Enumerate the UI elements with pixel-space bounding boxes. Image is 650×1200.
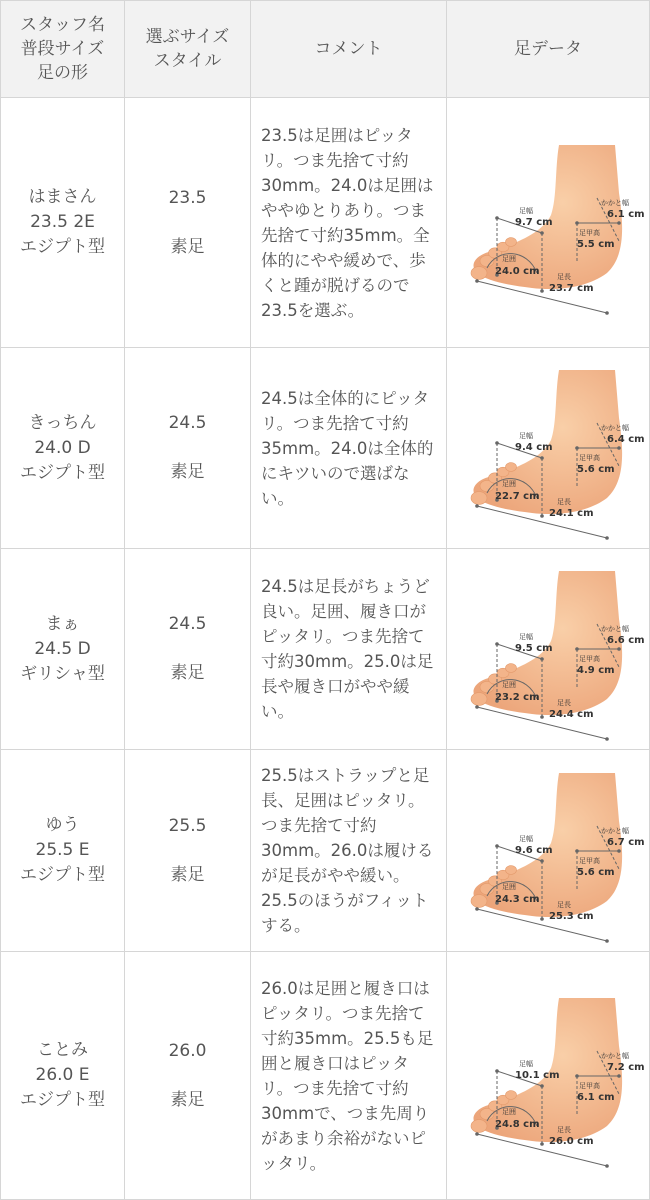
staff-name: きっちん <box>28 412 97 433</box>
ball-width-label: 足幅 <box>519 1059 533 1068</box>
foot-shape: エジプト型 <box>20 865 105 885</box>
foot-diagram <box>447 751 647 951</box>
staff-name: まぁ <box>45 613 80 634</box>
foot-shape: エジプト型 <box>20 462 105 483</box>
header-staff <box>1 1 125 98</box>
table-row <box>1 750 650 952</box>
length-label: 足長 <box>557 272 571 281</box>
length-label: 足長 <box>557 699 571 707</box>
wear-style: 素足 <box>170 462 205 482</box>
girth-value: 24.8 cm <box>495 1118 540 1130</box>
header-foot-data: 足データ <box>447 1 650 98</box>
instep-value: 5.6 cm <box>577 464 615 475</box>
heel-width-value: 6.6 cm <box>607 635 645 646</box>
ball-width-value: 9.6 cm <box>515 844 553 856</box>
chosen-size: 24.5 <box>168 413 207 433</box>
foot-data-cell <box>447 549 650 750</box>
length-label: 足長 <box>557 900 571 909</box>
comment-cell: 26.0は足囲と履き口はピッタリ。つま先捨て寸約35mm。25.5も足囲と履き口はピッタリ。つま先捨て寸約30mmで、つま先周りがあまり余裕がないピッタリ。 <box>251 952 447 1200</box>
comment-cell: 24.5は全体的にピッタリ。つま先捨て寸約35mm。24.0は全体的にキツいので選ばない。 <box>251 348 447 549</box>
toe-shape <box>471 894 487 907</box>
usual-size: 25.5 E <box>35 840 90 860</box>
girth-label: 足囲 <box>502 1107 516 1116</box>
wear-style: 素足 <box>170 864 205 885</box>
foot-data-cell <box>447 98 650 348</box>
header-row <box>1 1 650 98</box>
heel-width-value: 6.4 cm <box>607 434 645 445</box>
length-value: 24.4 cm <box>549 709 594 720</box>
staff-name: ことみ <box>37 1040 88 1060</box>
usual-size: 23.5 2E <box>30 212 95 232</box>
girth-value: 23.2 cm <box>495 692 540 703</box>
ball-width-label: 足幅 <box>519 432 533 440</box>
toe-shape <box>506 865 517 874</box>
toe-shape <box>471 266 487 279</box>
staff-cell <box>1 549 125 750</box>
staff-cell <box>1 750 125 952</box>
choice-cell <box>125 750 251 952</box>
staff-name: ゆう <box>45 815 80 835</box>
heel-width-label: かかと幅 <box>601 198 629 207</box>
foot-data-cell <box>447 952 650 1200</box>
length-value: 26.0 cm <box>549 1135 594 1147</box>
girth-label: 足囲 <box>502 254 516 263</box>
chosen-size: 25.5 <box>168 815 207 836</box>
length-value: 23.7 cm <box>549 282 594 294</box>
comment-cell: 25.5はストラップと足長、足囲はピッタリ。つま先捨て寸約30mm。26.0は履けるが足長がやや緩い。25.5のほうがフィットする。 <box>251 750 447 952</box>
instep-value: 5.5 cm <box>577 238 615 250</box>
foot-diagram <box>447 976 647 1176</box>
table-row <box>1 952 650 1200</box>
usual-size: 24.5 D <box>34 638 91 659</box>
foot-shape: エジプト型 <box>20 237 105 257</box>
ball-width-label: 足幅 <box>519 834 533 843</box>
length-value: 24.1 cm <box>549 508 594 519</box>
staff-name: はまさん <box>28 187 97 207</box>
staff-cell <box>1 98 125 348</box>
chosen-size: 26.0 <box>168 1040 207 1061</box>
ball-width-value: 10.1 cm <box>515 1069 560 1081</box>
header-size <box>125 1 251 98</box>
chosen-size: 24.5 <box>168 614 207 634</box>
choice-cell <box>125 98 251 348</box>
header-staff-line2: 普段サイズ <box>20 39 105 59</box>
instep-label: 足甲高 <box>579 856 600 865</box>
foot-diagram <box>447 549 647 749</box>
staff-cell <box>1 952 125 1200</box>
table-row <box>1 348 650 549</box>
heel-width-label: かかと幅 <box>601 424 629 432</box>
length-value: 25.3 cm <box>549 910 594 922</box>
heel-width-value: 6.7 cm <box>607 836 645 848</box>
ball-width-label: 足幅 <box>519 633 533 641</box>
header-size-line2: スタイル <box>153 51 222 71</box>
heel-width-label: かかと幅 <box>601 826 629 835</box>
header-staff-line3: 足の形 <box>37 63 88 83</box>
wear-style: 素足 <box>170 1089 205 1110</box>
ball-width-value: 9.5 cm <box>515 643 553 654</box>
instep-label: 足甲高 <box>579 454 600 462</box>
heel-width-value: 7.2 cm <box>607 1061 645 1073</box>
header-staff-line1: スタッフ名 <box>20 15 105 35</box>
chosen-size: 23.5 <box>168 187 207 208</box>
header-size-line1: 選ぶサイズ <box>145 27 230 47</box>
comment-cell: 23.5は足囲はピッタリ。つま先捨て寸約30mm。24.0は足囲はややゆとりあり。つま先捨て寸約35mm。全体的にやや緩めで、歩くと踵が脱げるので23.5を選ぶ。 <box>251 98 447 348</box>
foot-shape: エジプト型 <box>20 1090 105 1110</box>
foot-shape: ギリシャ型 <box>20 663 105 684</box>
choice-cell <box>125 952 251 1200</box>
comment-cell: 24.5は足長がちょうど良い。足囲、履き口がピッタリ。つま先捨て寸約30mm。25.0は足長や履き口がやや緩い。 <box>251 549 447 750</box>
instep-value: 5.6 cm <box>577 866 615 878</box>
wear-style: 素足 <box>170 663 205 683</box>
foot-diagram <box>447 123 647 323</box>
length-label: 足長 <box>557 498 571 506</box>
girth-value: 24.3 cm <box>495 893 540 905</box>
toe-shape <box>471 693 487 706</box>
usual-size: 24.0 D <box>34 437 91 458</box>
girth-value: 24.0 cm <box>495 265 540 277</box>
instep-value: 6.1 cm <box>577 1091 615 1103</box>
instep-label: 足甲高 <box>579 228 600 237</box>
toe-shape <box>506 1090 517 1099</box>
toe-shape <box>506 237 517 246</box>
heel-width-value: 6.1 cm <box>607 208 645 220</box>
foot-data-cell <box>447 348 650 549</box>
ball-width-label: 足幅 <box>519 206 533 215</box>
heel-width-label: かかと幅 <box>601 625 629 633</box>
toe-shape <box>506 664 517 673</box>
ball-width-value: 9.4 cm <box>515 442 553 453</box>
instep-label: 足甲高 <box>579 1081 600 1090</box>
length-label: 足長 <box>557 1125 571 1134</box>
girth-label: 足囲 <box>502 480 516 488</box>
foot-data-cell <box>447 750 650 952</box>
foot-diagram <box>447 348 647 548</box>
toe-shape <box>471 1119 487 1132</box>
wear-style: 素足 <box>170 236 205 257</box>
instep-value: 4.9 cm <box>577 665 615 676</box>
staff-cell <box>1 348 125 549</box>
girth-label: 足囲 <box>502 681 516 689</box>
usual-size: 26.0 E <box>35 1065 90 1085</box>
header-comment: コメント <box>251 1 447 98</box>
table-row <box>1 98 650 348</box>
choice-cell <box>125 549 251 750</box>
girth-value: 22.7 cm <box>495 491 540 502</box>
toe-shape <box>471 492 487 505</box>
girth-label: 足囲 <box>502 882 516 891</box>
heel-width-label: かかと幅 <box>601 1051 629 1060</box>
ball-width-value: 9.7 cm <box>515 216 553 228</box>
table-row <box>1 549 650 750</box>
choice-cell <box>125 348 251 549</box>
instep-label: 足甲高 <box>579 655 600 663</box>
toe-shape <box>506 463 517 472</box>
